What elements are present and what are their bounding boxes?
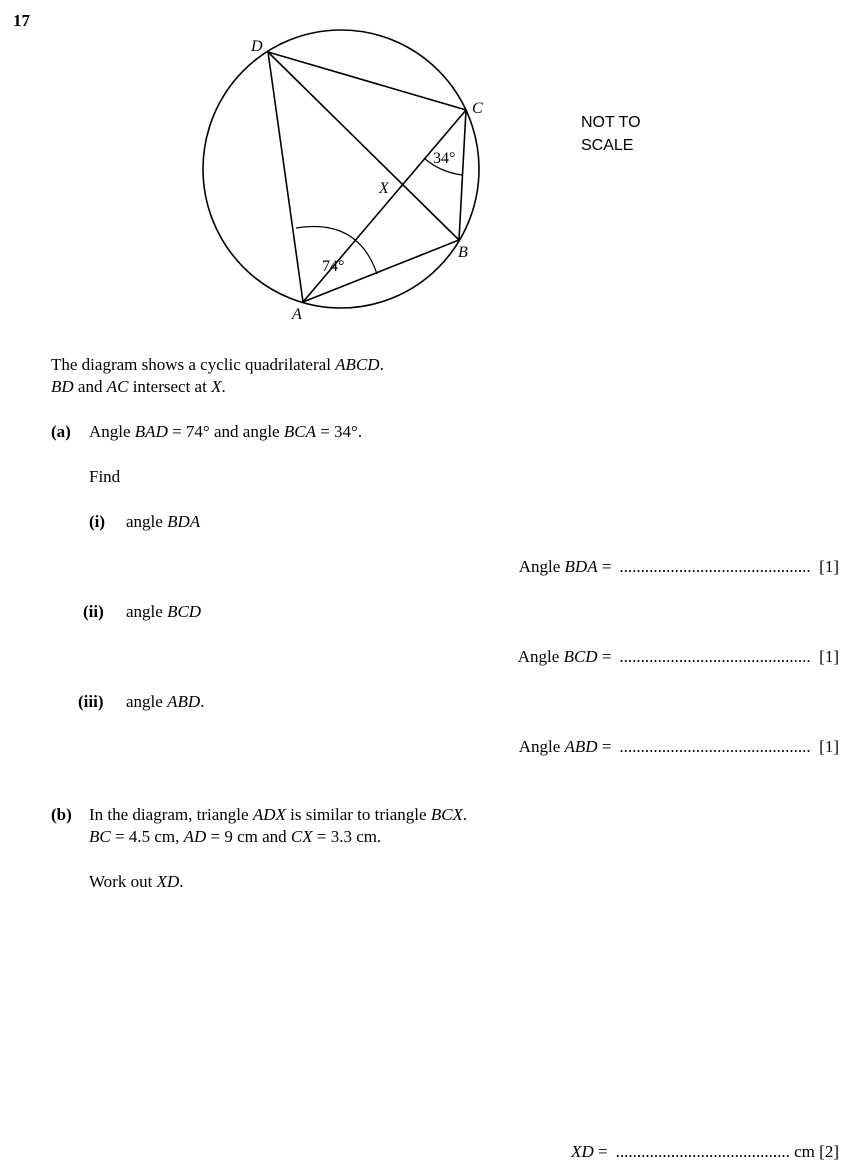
intro-line-1: The diagram shows a cyclic quadrilateral ABCD. (51, 355, 384, 374)
part-a-ii-text: angle BCD (126, 602, 202, 621)
marks-bda: [1] (819, 557, 839, 576)
part-a-ii-label: (ii) (83, 602, 104, 621)
part-a-i-label: (i) (89, 512, 106, 531)
not-to-scale-line2: SCALE (581, 137, 634, 154)
quadrilateral-abcd (268, 52, 466, 302)
answer-dots-abd[interactable]: ............................................. (619, 737, 811, 756)
cyclic-quadrilateral-diagram (0, 0, 853, 340)
answer-dots-bda[interactable]: ............................................. (619, 557, 811, 576)
part-a-stem: Angle BAD = 74° and angle BCA = 34°. (89, 422, 363, 441)
part-a-label: (a) (51, 422, 71, 441)
marks-abd: [1] (819, 737, 839, 756)
part-a-iii-label: (iii) (78, 692, 104, 711)
vertex-label-d: D (251, 38, 263, 55)
part-a-iii-text: angle ABD. (126, 692, 205, 711)
part-b-label: (b) (51, 805, 72, 824)
intersection-label-x: X (379, 180, 389, 197)
answer-dots-bcd[interactable]: ............................................. (619, 647, 811, 666)
angle-label-a: 74° (322, 258, 345, 275)
vertex-label-a: A (292, 306, 302, 323)
part-b-line-2: BC = 4.5 cm, AD = 9 cm and CX = 3.3 cm. (89, 827, 382, 846)
not-to-scale-note (581, 111, 641, 157)
unit-cm: cm (794, 1142, 815, 1161)
part-a-i-text: angle BDA (126, 512, 201, 531)
not-to-scale-line1: NOT TO (581, 114, 641, 131)
part-b-line-1: In the diagram, triangle ADX is similar to triangle BCX. (89, 805, 468, 824)
part-a-find: Find (89, 467, 121, 486)
marks-xd: [2] (819, 1142, 839, 1161)
part-b-work-out: Work out XD. (89, 872, 184, 891)
answer-line-bda[interactable]: Angle BDA = ............................................. [1] (518, 557, 839, 576)
answer-line-abd[interactable]: Angle ABD = ............................................. [1] (518, 737, 839, 756)
vertex-label-b: B (458, 244, 468, 261)
question-number: 17 (13, 11, 30, 30)
vertex-label-c: C (472, 100, 483, 117)
angle-label-c: 34° (433, 150, 456, 167)
intro-line-2: BD and AC intersect at X. (51, 377, 226, 396)
answer-line-bcd[interactable]: Angle BCD = ............................................. [1] (517, 647, 839, 666)
marks-bcd: [1] (819, 647, 839, 666)
answer-line-xd[interactable]: XD = ......................................... cm [2] (571, 1142, 839, 1161)
answer-dots-xd[interactable]: ......................................... (615, 1142, 790, 1161)
